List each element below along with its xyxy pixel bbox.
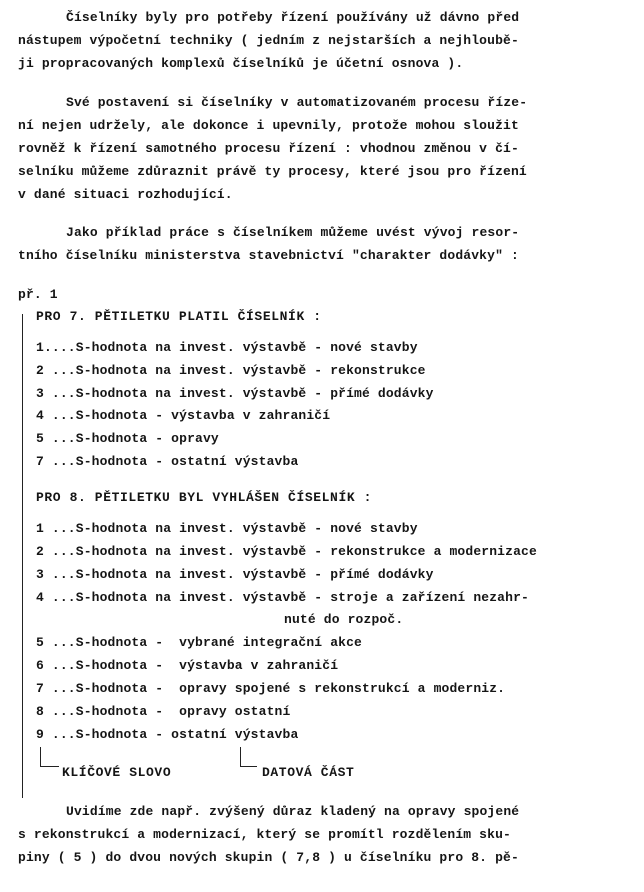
key-word-annotation: KLÍČOVÉ SLOVO [62,765,172,780]
paragraph-1-line-1: Číselníky byly pro potřeby řízení používány už dávno před [66,10,520,25]
list2-item-2: 2 ...S-hodnota na invest. výstavbě - rekonstrukce a modernizace [36,544,537,559]
heading-8th-five-year-plan: PRO 8. PĚTILETKU BYL VYHLÁŠEN ČÍSELNÍK : [36,490,373,505]
list1-item-6: 7 ...S-hodnota - ostatní výstavba [36,454,299,469]
paragraph-4-line-3: piny ( 5 ) do dvou nových skupin ( 7,8 ) u číselníku pro 8. pě- [18,850,519,865]
data-part-annotation: DATOVÁ ČÁST [262,765,355,780]
paragraph-1-line-2: nástupem výpočetní techniky ( jedním z nejstarších a nejhloubě- [18,33,519,48]
paragraph-3-line-1: Jako příklad práce s číselníkem můžeme uvést vývoj resor- [66,225,520,240]
paragraph-2-line-1: Své postavení si číselníky v automatizovaném procesu říze- [66,95,528,110]
example-label: př. 1 [18,287,58,302]
list1-item-2: 2 ...S-hodnota na invest. výstavbě - rekonstrukce [36,363,426,378]
list2-item-4: 4 ...S-hodnota na invest. výstavbě - stroje a zařízení nezahr- [36,590,529,605]
data-part-bracket [240,747,257,767]
example-border-line [22,314,23,798]
paragraph-2-line-5: v dané situaci rozhodující. [18,187,233,202]
paragraph-4-line-1: Uvidíme zde např. zvýšený důraz kladený na opravy spojené [66,804,520,819]
paragraph-2-line-3: rovněž k řízení samotného procesu řízení : vhodnou změnou v čí- [18,141,519,156]
list2-item-8: 8 ...S-hodnota - opravy ostatní [36,704,291,719]
list1-item-1: 1....S-hodnota na invest. výstavbě - nové stavby [36,340,418,355]
list2-item-3: 3 ...S-hodnota na invest. výstavbě - přímé dodávky [36,567,434,582]
list2-item-9: 9 ...S-hodnota - ostatní výstavba [36,727,299,742]
paragraph-4-line-2: s rekonstrukcí a modernizací, který se promítl rozdělením sku- [18,827,511,842]
key-word-bracket [40,747,59,767]
list2-item-5: 5 ...S-hodnota - vybrané integrační akce [36,635,363,650]
list1-item-4: 4 ...S-hodnota - výstavba v zahraničí [36,408,331,423]
paragraph-1-line-3: ji propracovaných komplexů číselníků je účetní osnova ). [18,56,464,71]
paragraph-2-line-4: selníku můžeme zdůraznit právě ty procesy, které jsou pro řízení [18,164,527,179]
list1-item-3: 3 ...S-hodnota na invest. výstavbě - přímé dodávky [36,386,434,401]
list1-item-5: 5 ...S-hodnota - opravy [36,431,219,446]
paragraph-2-line-2: ní nejen udržely, ale dokonce i upevnily, protože mohou sloužit [18,118,519,133]
heading-7th-five-year-plan: PRO 7. PĚTILETKU PLATIL ČÍSELNÍK : [36,309,322,324]
list2-item-6: 6 ...S-hodnota - výstavba v zahraničí [36,658,339,673]
list2-item-7: 7 ...S-hodnota - opravy spojené s rekonstrukcí a moderniz. [36,681,506,696]
list2-item-4-continuation: nuté do rozpoč. [284,612,404,627]
paragraph-3-line-2: tního číselníku ministerstva stavebnictví "charakter dodávky" : [18,248,519,263]
list2-item-1: 1 ...S-hodnota na invest. výstavbě - nové stavby [36,521,418,536]
